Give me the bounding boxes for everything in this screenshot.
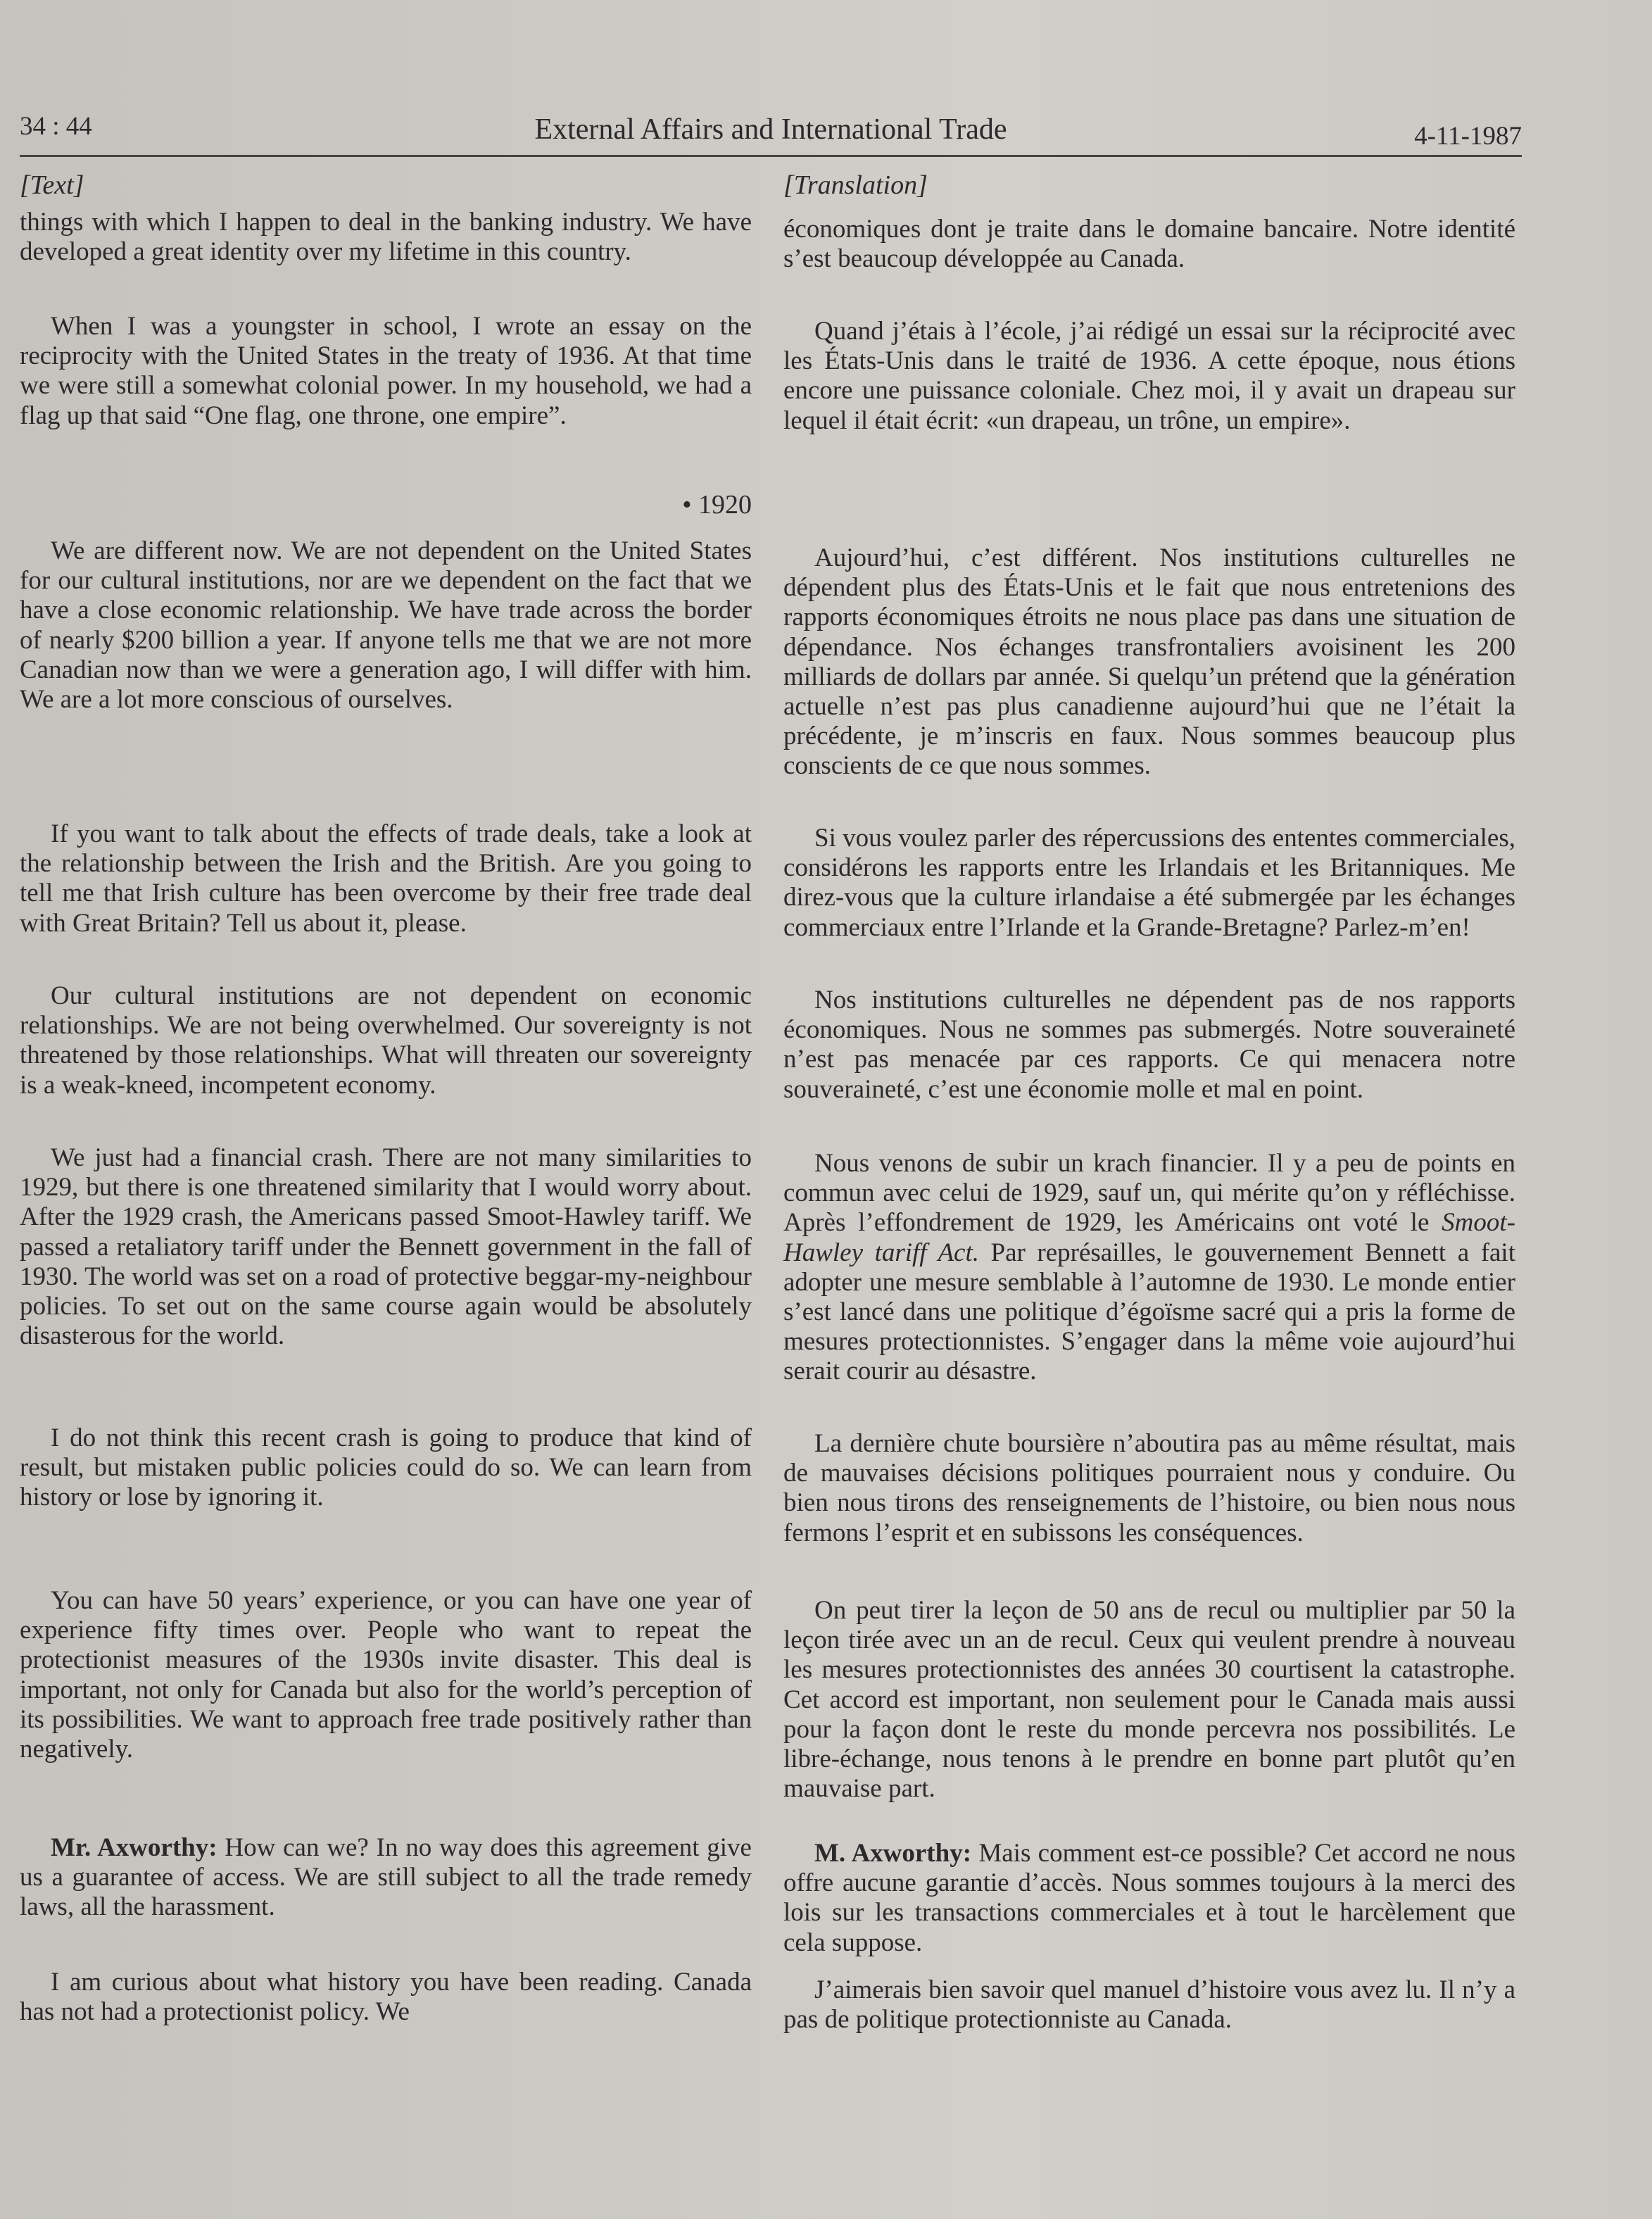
text-run: Nous venons de subir un krach financier. Il y a peu de points en commun avec celui de 1929, sauf un, qui mérite qu’on y réfléchisse. Après l’effondrement de 1929, les Américains ont voté le — [783, 1149, 1515, 1238]
translation-label: [Translation] — [783, 170, 928, 200]
paragraph: Nos institutions culturelles ne dépendent pas de nos rapports économiques. Nous ne sommes pas submergés. Notre souveraineté n’est pas menacée par ces rapports. Ce qui menacera notre souveraineté, c’est une économie molle et mal en point. — [783, 986, 1515, 1104]
speech-text: Mais comment est-ce possible? Cet accord ne nous offre aucune garantie d’accès. Nous sommes toujours à la merci des lois sur les transactions commerciales et à tout le harcèlement que cela suppose. — [783, 1839, 1515, 1957]
speaker-name: M. Axworthy: — [814, 1839, 972, 1868]
paragraph: You can have 50 years’ experience, or you can have one year of experience fifty times over. People who want to repeat the protectionist measures of the 1930s invite disaster. This deal is important, not only for Canada but also for the world’s perception of its possibilities. We want to approach free trade positively rather than negatively. — [20, 1586, 752, 1764]
page-reference: 34 : 44 — [20, 112, 92, 141]
paragraph: I do not think this recent crash is going to produce that kind of result, but mistaken public policies could do so. We can learn from history or lose by ignoring it. — [20, 1423, 752, 1512]
paragraph: Our cultural institutions are not dependent on economic relationships. We are not being overwhelmed. Our sovereignty is not threatened by those relationships. What will threaten our sovereignty is a weak-kneed, incompetent economy. — [20, 981, 752, 1100]
paragraph: La dernière chute boursière n’aboutira pas au même résultat, mais de mauvaises décisions politiques pourraient nous y conduire. Ou bien nous tirons des renseignements de l’histoire, ou bien nous nous fermons l’esprit et en subissons les conséquences. — [783, 1429, 1515, 1547]
french-column — [783, 169, 1515, 2035]
paragraph: On peut tirer la leçon de 50 ans de recul ou multiplier par 50 la leçon tirée avec un an de recul. Ceux qui veulent prendre à nouveau les mesures protectionnistes des années 30 courtisent la catastrophe. Cet accord est important, non seulement pour le Canada mais aussi pour la façon dont le reste du monde percevra nos possibilités. Le libre-échange, nous tenons à le prendre en bonne part plutôt qu’en mauvaise part. — [783, 1596, 1515, 1804]
paragraph: Si vous voulez parler des répercussions des ententes commerciales, considérons les rapports entre les Irlandais et les Britanniques. Me direz-vous que la culture irlandaise a été submergée par les échanges commerciaux entre l’Irlande et la Grande-Bretagne? Parlez-m’en! — [783, 824, 1515, 942]
paragraph: Aujourd’hui, c’est différent. Nos institutions culturelles ne dépendent plus des États-Unis et le fait que nous entretenions des rapports économiques étroits ne nous place pas dans une situation de dépendance. Nos échanges transfrontaliers avoisinent les 200 milliards de dollars par année. Si quelqu’un prétend que la génération actuelle n’est pas plus canadienne aujourd’hui que ne l’était la précédente, je m’inscris en faux. Nous sommes beaucoup plus conscients de ce que nous sommes. — [783, 543, 1515, 781]
paragraph: If you want to talk about the effects of trade deals, take a look at the relationship between the Irish and the British. Are you going to tell me that Irish culture has been overcome by their free trade deal with Great Britain? Tell us about it, please. — [20, 819, 752, 938]
speech-text: How can we? In no way does this agreement give us a guarantee of access. We are still subject to all the trade remedy laws, all the harassment. — [20, 1833, 752, 1922]
speaker-name: Mr. Axworthy: — [51, 1833, 217, 1862]
english-column — [20, 169, 752, 2027]
running-header — [20, 106, 1522, 157]
paragraph — [783, 1839, 1515, 1958]
act-title: Smoot-Hawley tariff Act. — [783, 1208, 1515, 1267]
paragraph: Quand j’étais à l’école, j’ai rédigé un essai sur la réciprocité avec les États-Unis dans le traité de 1936. A cette époque, nous étions encore une puissance coloniale. Chez moi, il y avait un drapeau sur lequel il était écrit: «un drapeau, un trône, un empire». — [783, 317, 1515, 435]
text-run: Par représailles, le gouvernement Bennett a fait adopter une mesure semblable à l’automne de 1930. Le monde entier s’est lancé dans une politique d’égoïsme sacré qui a pris la forme de mesures protectionnistes. S’engager dans la même voie aujourd’hui serait courir au désastre. — [783, 1238, 1515, 1386]
paragraph: J’aimerais bien savoir quel manuel d’histoire vous avez lu. Il n’y a pas de politique protectionniste au Canada. — [783, 1975, 1515, 2035]
paragraph: économiques dont je traite dans le domaine bancaire. Notre identité s’est beaucoup développée au Canada. — [783, 215, 1515, 274]
paragraph: things with which I happen to deal in the banking industry. We have developed a great identity over my lifetime in this country. — [20, 208, 752, 267]
time-marker: • 1920 — [682, 490, 752, 520]
document-date: 4-11-1987 — [1414, 122, 1522, 151]
document-title: External Affairs and International Trade — [534, 113, 1007, 146]
paragraph: We are different now. We are not dependent on the United States for our cultural institutions, nor are we dependent on the fact that we have a close economic relationship. We have trade across the border of nearly $200 billion a year. If anyone tells me that we are not more Canadian now than we were a generation ago, I will differ with him. We are a lot more conscious of ourselves. — [20, 536, 752, 715]
paragraph — [20, 1833, 752, 1923]
text-label: [Text] — [20, 170, 84, 200]
paragraph: When I was a youngster in school, I wrote an essay on the reciprocity with the United States in the treaty of 1936. At that time we were still a somewhat colonial power. In my household, we had a flag up that said “One flag, one throne, one empire”. — [20, 312, 752, 430]
paragraph: We just had a financial crash. There are not many similarities to 1929, but there is one threatened similarity that I would worry about. After the 1929 crash, the Americans passed Smoot-Hawley tariff. We passed a retaliatory tariff under the Bennett government in the fall of 1930. The world was set on a road of protective beggar-my-neighbour policies. To set out on the same course again would be absolutely disasterous for the world. — [20, 1143, 752, 1351]
paragraph — [783, 1149, 1515, 1387]
paragraph: I am curious about what history you have been reading. Canada has not had a protectionist policy. We — [20, 1968, 752, 2027]
